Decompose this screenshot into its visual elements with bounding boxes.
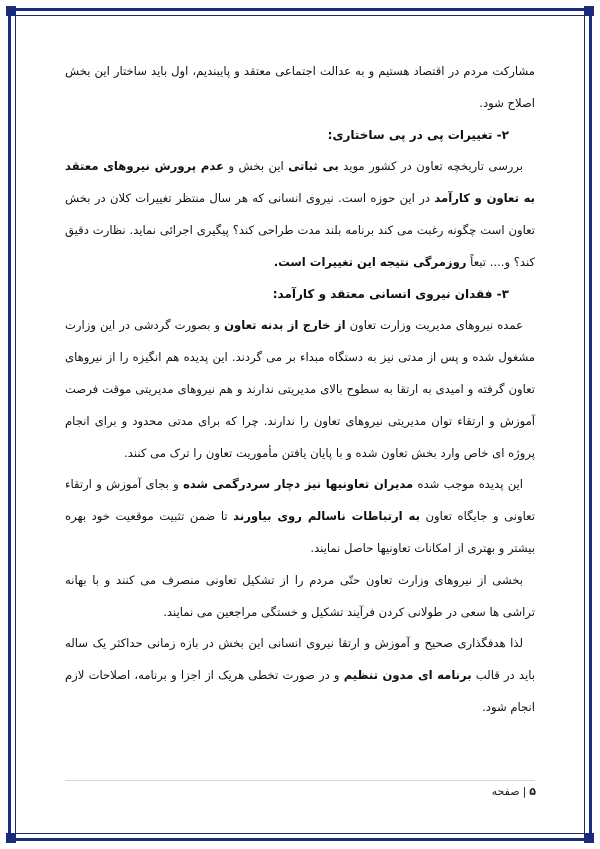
body-paragraph [65, 469, 535, 564]
bold-text: مدیران تعاونیها نیز دچار سردرگمی شده [183, 477, 414, 492]
bold-text: برنامه ای مدون تنظیم [343, 668, 472, 683]
body-paragraph [65, 151, 535, 278]
bold-text: عدم پرورش نیروهای معتقد به تعاون و کارآمد [65, 159, 536, 206]
paragraph-text: و بصورت گردشی در این وزارت مشغول شده و پس از مدتی نیز به دستگاه مبداء بر می گردند. این پدیده هم انگیزه را از نیروهای تعاون گرفته و امیدی به ارتقا به سطوح بالای مدیریتی ندارند و هم نیروهای مدیریتی موقت فرصت آموزش و ارتقاء توان مدیریتی نیروهای تعاون را ندارند. چرا که برای مدتی محدود و برای انجام پروژه ای خاص وارد بخش تعاون شده و با پایان یافتن مأموریت تعاون را ترک می کنند. [65, 318, 535, 460]
footer-divider [65, 780, 535, 781]
page-footer [492, 785, 536, 798]
section-heading: ۳- فقدان نیروی انسانی معتقد و کارآمد: [272, 286, 509, 301]
paragraph-text: بخشی از نیروهای وزارت تعاون حتّی مردم را از تشکیل تعاونی منصرف می کنند و با بهانه تراشی ها سعی در طولانی کردن فرآیند تشکیل و خستگی مراجعین می نمایند. [65, 572, 535, 619]
bold-text: به ارتباطات ناسالم روی بیاورند [233, 509, 420, 524]
paragraph-text: عمده نیروهای مدیریت وزارت تعاون [345, 318, 524, 333]
footer-separator: | [522, 785, 527, 798]
page-label: صفحه [491, 785, 520, 798]
document-body [65, 56, 535, 724]
paragraph-text: بررسی تاریخچه تعاون در کشور موید [338, 159, 524, 174]
paragraph-text: این پدیده موجب شده [413, 477, 523, 492]
body-paragraph [65, 310, 535, 469]
paragraph-text: لذا هدفگذاری صحیح و آموزش و ارتقا نیروی انسانی این بخش در بازه زمانی حداکثر یک ساله باید در قالب [65, 636, 535, 683]
section-heading: ۲- تغییرات پی در پی ساختاری: [327, 127, 509, 142]
paragraph-text: و بجای آموزش و ارتقاء تعاونی و جایگاه تعاون [65, 477, 535, 524]
border-corner-ornament [584, 833, 594, 843]
paragraph-text: تا ضمن تثبیت موقعیت خود بهره بیشتر و بهتری از امکانات تعاونیها حاصل نمایند. [65, 509, 535, 555]
paragraph-text: مشارکت مردم در اقتصاد هستیم و به عدالت اجتماعی معتقد و پایبندیم، اول باید ساختار این بخش اصلاح شود. [65, 64, 535, 110]
paragraph-text: این بخش و [224, 159, 289, 174]
bold-text: روزمرگی نتیجه این تغییرات است. [273, 254, 467, 269]
body-paragraph [65, 56, 535, 120]
page-number: ۵ [529, 785, 536, 798]
body-paragraph [65, 628, 535, 723]
bold-text: از خارج از بدنه تعاون [224, 318, 346, 333]
bold-text: بی ثباتی [288, 159, 339, 174]
body-paragraph [65, 565, 535, 629]
border-corner-ornament [6, 6, 16, 16]
border-corner-ornament [584, 6, 594, 16]
border-corner-ornament [6, 833, 16, 843]
paragraph-text: و در صورت تخطی هریک از اجزا و برنامه، اصلاحات لازم انجام شود. [65, 668, 535, 714]
paragraph-text: در این حوزه است. نیروی انسانی که هر سال منتظر تغییرات کلان در بخش تعاون است چگونه رغبت می کند برنامه بلند مدت طراحی کند؟ پیگیری اجرائی نماید. نظارت دقیق کند؟ و.... تبعاً [65, 191, 535, 269]
